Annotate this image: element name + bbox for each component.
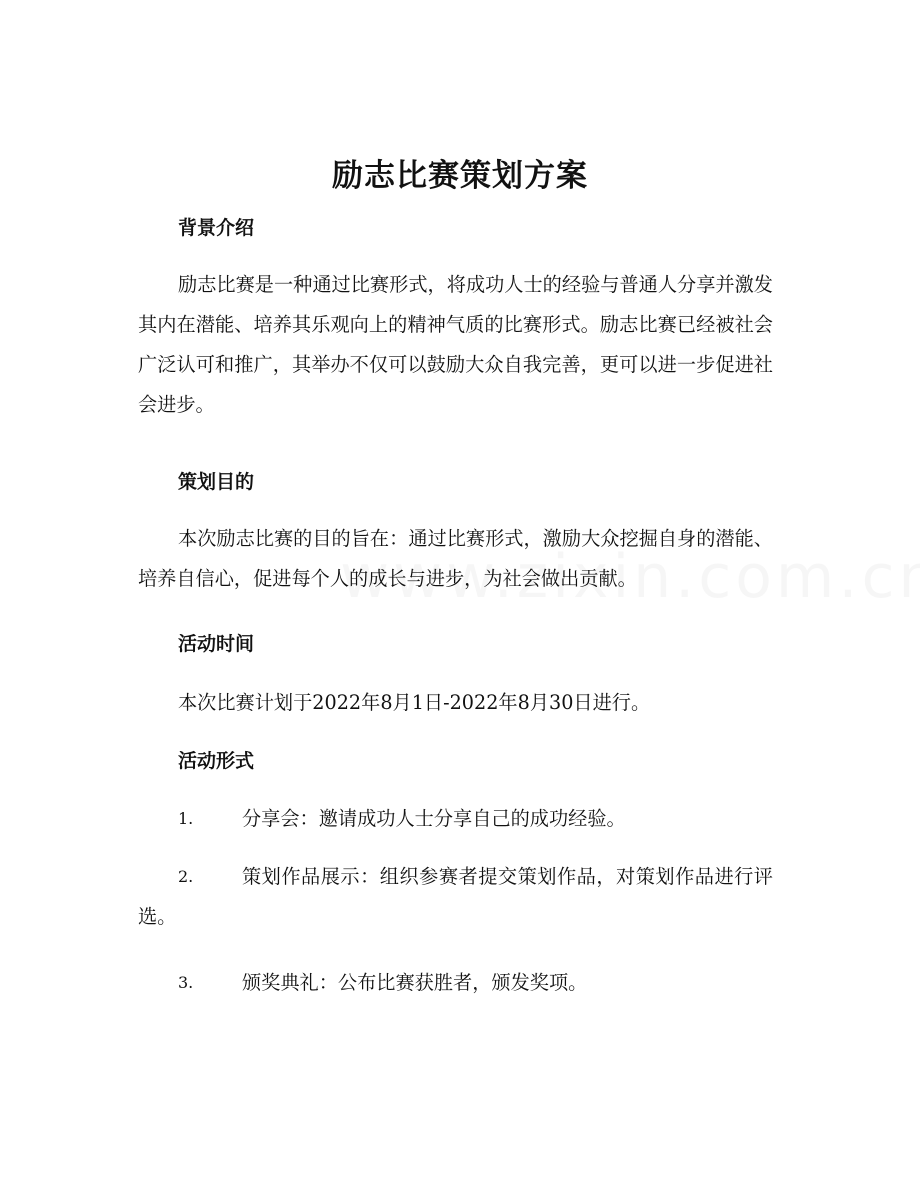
section-format bbox=[138, 747, 773, 775]
list-item-text: 策划作品展示：组织参赛者提交策划作品，对策划作品进行评选。 bbox=[138, 865, 773, 928]
document-title: 励志比赛策划方案 bbox=[332, 158, 588, 194]
list-item-text: 颁奖典礼：公布比赛获胜者，颁发奖项。 bbox=[242, 971, 588, 994]
section-purpose bbox=[138, 468, 773, 496]
section-paragraph: 本次比赛计划于2022年8月1日-2022年8月30日进行。 bbox=[178, 691, 651, 714]
section-background-body bbox=[138, 265, 773, 425]
section-heading: 活动形式 bbox=[178, 750, 255, 772]
section-background bbox=[138, 214, 773, 242]
section-time bbox=[138, 630, 773, 658]
list-item-text: 分享会：邀请成功人士分享自己的成功经验。 bbox=[242, 807, 626, 830]
section-paragraph: 本次励志比赛的目的旨在：通过比赛形式，激励大众挖掘自身的潜能、培养自信心，促进每个人的成长与进步，为社会做出贡献。 bbox=[138, 527, 773, 590]
section-time-body bbox=[138, 683, 773, 723]
list-item bbox=[138, 857, 773, 937]
section-purpose-body bbox=[138, 519, 773, 599]
section-heading: 活动时间 bbox=[178, 633, 255, 655]
list-item-number: 2. bbox=[178, 867, 194, 886]
list-item-number: 3. bbox=[178, 973, 194, 992]
list-item bbox=[138, 799, 773, 839]
list-item-number: 1. bbox=[178, 809, 194, 828]
section-heading: 背景介绍 bbox=[178, 217, 255, 239]
section-paragraph: 励志比赛是一种通过比赛形式，将成功人士的经验与普通人分享并激发其内在潜能、培养其乐观向上的精神气质的比赛形式。励志比赛已经被社会广泛认可和推广，其举办不仅可以鼓励大众自我完善，更可以进一步促进社会进步。 bbox=[138, 273, 773, 416]
list-item bbox=[138, 963, 773, 1003]
section-heading: 策划目的 bbox=[178, 471, 255, 493]
